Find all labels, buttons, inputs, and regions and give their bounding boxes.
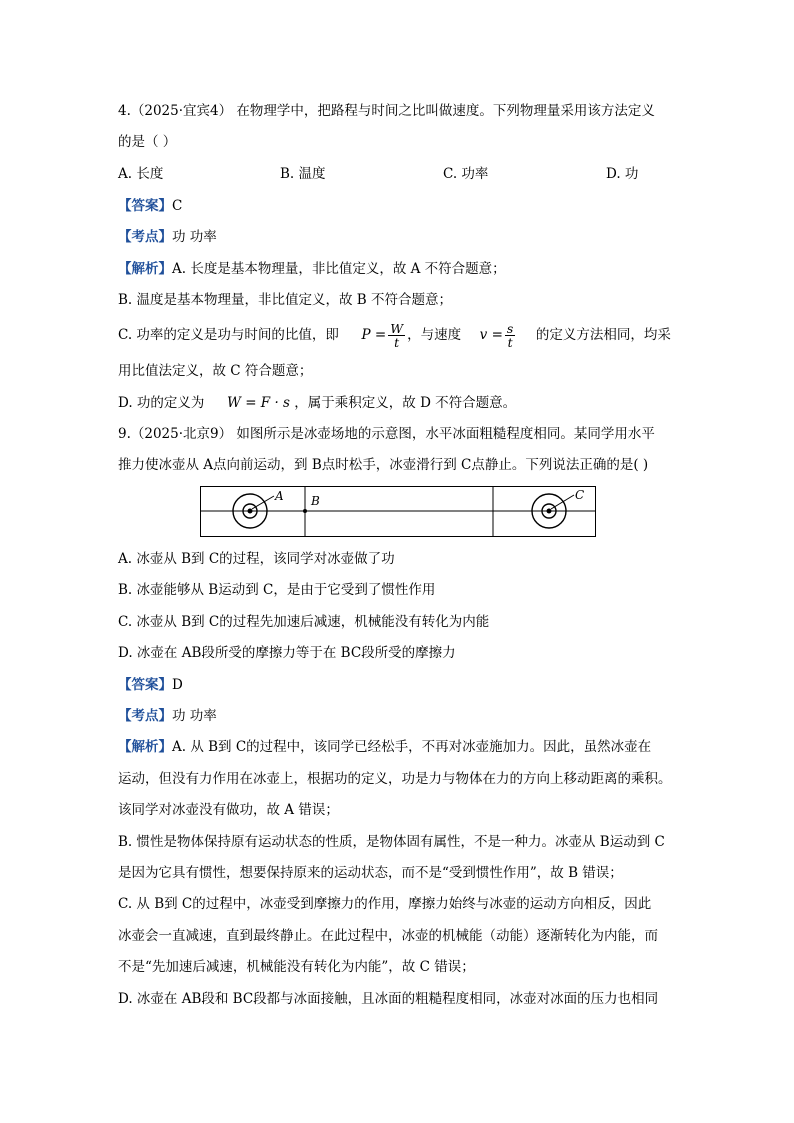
q9-kaodian [118, 706, 217, 726]
q4-jiexi-a-text: A. 长度是基本物理量，非比值定义，故 A 不符合题意； [172, 261, 506, 277]
stone-c [547, 509, 552, 514]
power-numerator: W [390, 321, 404, 336]
q4-kaodian-tag: 【考点】 [118, 229, 172, 245]
label-a: A [275, 489, 284, 503]
q4-option-d: D. 功 [606, 166, 639, 182]
q4-option-a: A. 长度 [118, 166, 164, 182]
power-denominator: t [394, 335, 400, 350]
curling-rink-diagram [200, 486, 596, 537]
q4-jiexi-c-line2: 用比值法定义，故 C 符合题意； [118, 363, 313, 379]
velocity-formula-fraction [505, 322, 515, 349]
q4-jiexi-a [118, 259, 506, 279]
q9-answer-value: D [172, 677, 183, 693]
velocity-numerator: s [506, 321, 514, 336]
q4-jiexi-d [118, 393, 516, 413]
q9-jiexi-line8: 不是“先加速后减速，机械能没有转化为内能”，故 C 错误； [118, 959, 475, 975]
q4-kaodian [118, 227, 217, 247]
q9-jiexi-line3: 该同学对冰壶没有做功，故 A 错误； [118, 802, 339, 818]
q9-jiexi-line1 [118, 737, 651, 757]
q4-stem-line1: 4.（2025·宜宾4） 在物理学中，把路程与时间之比叫做速度。下列物理量采用该方法定义 [118, 103, 655, 119]
q9-jiexi-line7: 冰壶会一直减速，直到最终静止。在此过程中，冰壶的机械能（动能）逐渐转化为内能，而 [118, 928, 658, 944]
power-formula-label: P = [361, 327, 387, 343]
q9-jiexi-line9: D. 冰壶在 AB段和 BC段都与冰面接触，且冰面的粗糙程度相同，冰壶对冰面的压力也相同 [118, 991, 659, 1007]
q4-answer-value: C [172, 198, 183, 214]
q9-jiexi-tag: 【解析】 [118, 739, 172, 755]
q4-jiexi-tag: 【解析】 [118, 261, 172, 277]
q9-option-b: B. 冰壶能够从 B运动到 C，是由于它受到了惯性作用 [118, 582, 436, 598]
q4-c-mid: ，与速度 [407, 327, 462, 343]
q9-jiexi-line4: B. 惯性是物体保持原有运动状态的性质，是物体固有属性，不是一种力。冰壶从 B运动到 C [118, 834, 665, 850]
label-c: C [575, 488, 585, 502]
q4-answer-tag: 【答案】 [118, 198, 172, 214]
q4-c-pre: C. 功率的定义是功与时间的比值，即 [118, 327, 339, 343]
q4-d-post: ，属于乘积定义，故 D 不符合题意。 [294, 395, 517, 411]
q9-answer [118, 675, 183, 695]
q4-jiexi-b: B. 温度是基本物理量，非比值定义，故 B 不符合题意； [118, 292, 453, 308]
label-b: B [311, 494, 320, 508]
work-formula: W = F · s [227, 395, 290, 411]
q9-kaodian-value: 功 功率 [172, 708, 217, 724]
q9-option-d: D. 冰壶在 AB段所受的摩擦力等于在 BC段所受的摩擦力 [118, 645, 456, 661]
q9-kaodian-tag: 【考点】 [118, 708, 172, 724]
q9-option-a: A. 冰壶从 B到 C的过程，该同学对冰壶做了功 [118, 551, 395, 567]
velocity-denominator: t [507, 335, 513, 350]
q4-option-c: C. 功率 [443, 166, 489, 182]
q9-stem-line1: 9.（2025·北京9） 如图所示是冰壶场地的示意图，水平冰面粗糙程度相同。某同学用水平 [118, 426, 655, 442]
q9-jiexi-line6: C. 从 B到 C的过程中，冰壶受到摩擦力的作用，摩擦力始终与冰壶的运动方向相反，因此 [118, 896, 652, 912]
power-formula-fraction [388, 322, 405, 349]
point-b [303, 509, 307, 513]
q9-jiexi-line1-text: A. 从 B到 C的过程中，该同学已经松手，不再对冰壶施加力。因此，虽然冰壶在 [172, 739, 652, 755]
q4-option-b: B. 温度 [280, 166, 326, 182]
leader-a [252, 496, 274, 509]
velocity-formula-label: v = [479, 327, 503, 343]
q4-kaodian-value: 功 功率 [172, 229, 217, 245]
q9-jiexi-line2: 运动，但没有力作用在冰壶上，根据功的定义，功是力与物体在力的方向上移动距离的乘积。 [118, 771, 672, 787]
stone-a [248, 509, 253, 514]
leader-c [551, 495, 574, 509]
q4-stem-line2: 的是（ ） [118, 134, 177, 150]
q9-option-c: C. 冰壶从 B到 C的过程先加速后减速，机械能没有转化为内能 [118, 614, 490, 630]
q4-d-pre: D. 功的定义为 [118, 395, 205, 411]
q9-jiexi-line5: 是因为它具有惯性，想要保持原来的运动状态，而不是“受到惯性作用”，故 B 错误； [118, 865, 623, 881]
q4-c-post: 的定义方法相同，均采 [535, 327, 671, 343]
q9-stem-line2: 推力使冰壶从 A点向前运动，到 B点时松手，冰壶滑行到 C点静止。下列说法正确的是( ) [118, 457, 649, 473]
q9-answer-tag: 【答案】 [118, 677, 172, 693]
q4-answer [118, 196, 182, 216]
q4-jiexi-c-line1 [118, 320, 671, 350]
